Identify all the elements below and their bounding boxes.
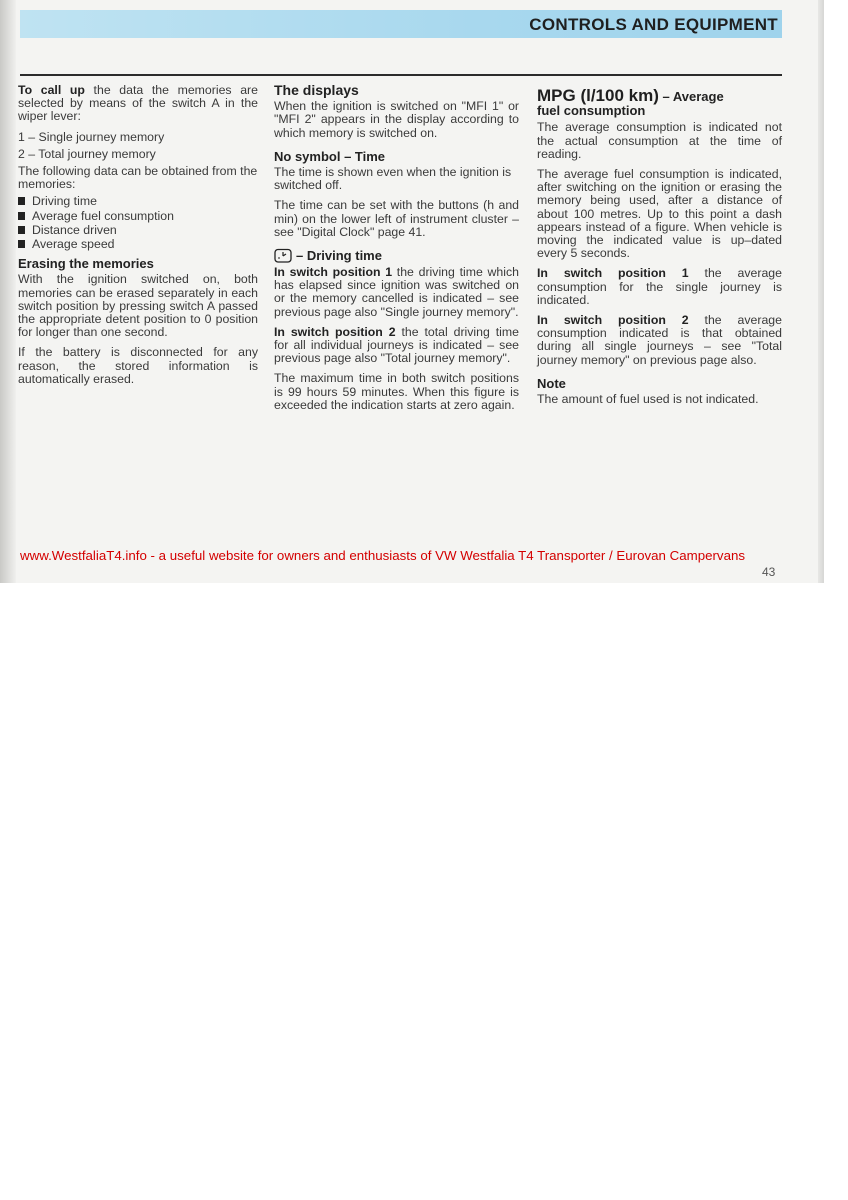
pos1-text: the average consumption for the single journey is indicated.: [537, 266, 782, 307]
pos1-bold: In switch position 1: [537, 266, 689, 281]
list-item-label: Distance driven: [32, 222, 117, 237]
memory-item-total: 2 – Total journey memory: [18, 146, 156, 161]
list-item-label: Average fuel consumption: [32, 208, 174, 223]
square-bullet-icon: [18, 240, 25, 248]
memory-list: [18, 131, 258, 161]
no-symbol-text: The time is shown even when the ignition is switched off.: [274, 165, 512, 193]
driving-time-heading: [274, 248, 519, 263]
memory-item-single: 1 – Single journey memory: [18, 129, 165, 144]
mpg-title: MPG (l/100 km): [537, 86, 659, 105]
mpg-subtitle-inline: – Average: [658, 89, 724, 104]
list-item: [18, 224, 258, 237]
list-item: [18, 195, 258, 208]
driving-time-label: – Driving time: [296, 248, 382, 264]
max-time-text: The maximum time in both switch positions is 99 hours 59 minutes. When this figure is exceeded the indication starts at zero again.: [274, 371, 519, 412]
list-item: [18, 238, 258, 251]
list-item-label: Average speed: [32, 237, 115, 252]
avg-text: The average consumption is indicated not the actual consumption at the time of reading.: [537, 120, 782, 161]
avg-text-2: The average fuel consumption is indicated, after switching on the ignition or erasing the memory being used, after a distance of about 100 metres. Up to this point a dash appears instead of a figure. When vehicle is moving the indicated value is up–dated every 5 seconds.: [537, 167, 782, 261]
mpg-heading: [537, 86, 782, 119]
pos2-text: the average consumption indicated is that obtained during all single journeys – see "Total journey memory" on previous page also.: [537, 313, 782, 367]
list-item-label: Driving time: [32, 194, 97, 209]
note-text: The amount of fuel used is not indicated.: [537, 392, 759, 407]
pos1-text: the driving time which has elapsed since ignition was switched on or the memory cancelled is indicated – see previous page also "Single journey memory".: [274, 265, 519, 319]
square-bullet-icon: [18, 226, 25, 234]
data-intro: The following data can be obtained from the memories:: [18, 164, 258, 192]
column-memories: [18, 84, 258, 393]
no-symbol-heading: No symbol – Time: [274, 148, 386, 164]
page-number: 43: [762, 565, 776, 579]
header-rule: [20, 74, 782, 76]
call-up-text: the data the memories are selected by means of the switch A in the wiper lever:: [18, 83, 258, 124]
mpg-pos2-paragraph: [537, 314, 782, 367]
displays-text: When the ignition is switched on "MFI 1" or "MFI 2" appears in the display according to which memory is switched on.: [274, 99, 519, 140]
mpg-subtitle-line2: fuel consumption: [537, 103, 646, 119]
page-binding-shadow: [0, 0, 16, 583]
square-bullet-icon: [18, 197, 25, 205]
driving-pos1-paragraph: [274, 266, 519, 319]
mpg-pos1-paragraph: [537, 267, 782, 307]
pos2-bold: In switch position 2: [537, 313, 689, 328]
call-up-paragraph: [18, 84, 258, 124]
note-heading: Note: [537, 375, 566, 391]
square-bullet-icon: [18, 212, 25, 220]
driving-pos2-paragraph: [274, 326, 519, 366]
data-list: [18, 195, 258, 251]
pos2-text: the total driving time for all individual journeys is indicated – see previous page also "Total journey memory".: [274, 324, 519, 366]
column-displays: [274, 84, 519, 419]
displays-heading: The displays: [274, 82, 359, 98]
battery-text: If the battery is disconnected for any reason, the stored information is automatically erased.: [18, 345, 258, 386]
erasing-text: With the ignition switched on, both memories can be erased separately in each switch position by pressing switch A passed the appropriate detent position to 0 position for longer than one second.: [18, 272, 258, 340]
stopwatch-icon: [274, 248, 292, 263]
website-link[interactable]: www.WestfaliaT4.info - a useful website for owners and enthusiasts of VW Westfalia T4 Transporter / Eurovan Campervans: [20, 548, 746, 563]
erasing-heading: Erasing the memories: [18, 256, 154, 272]
section-title: CONTROLS AND EQUIPMENT: [529, 15, 778, 34]
pos1-bold: In switch position 1: [274, 265, 393, 280]
page-edge-shadow: [818, 0, 824, 583]
time-set-text: The time can be set with the buttons (h and min) on the lower left of instrument cluster – see "Digital Clock" page 41.: [274, 198, 519, 239]
column-mpg: [537, 86, 782, 413]
pos2-bold: In switch position 2: [274, 324, 396, 339]
call-up-bold: To call up: [18, 83, 85, 97]
list-item: [18, 210, 258, 223]
